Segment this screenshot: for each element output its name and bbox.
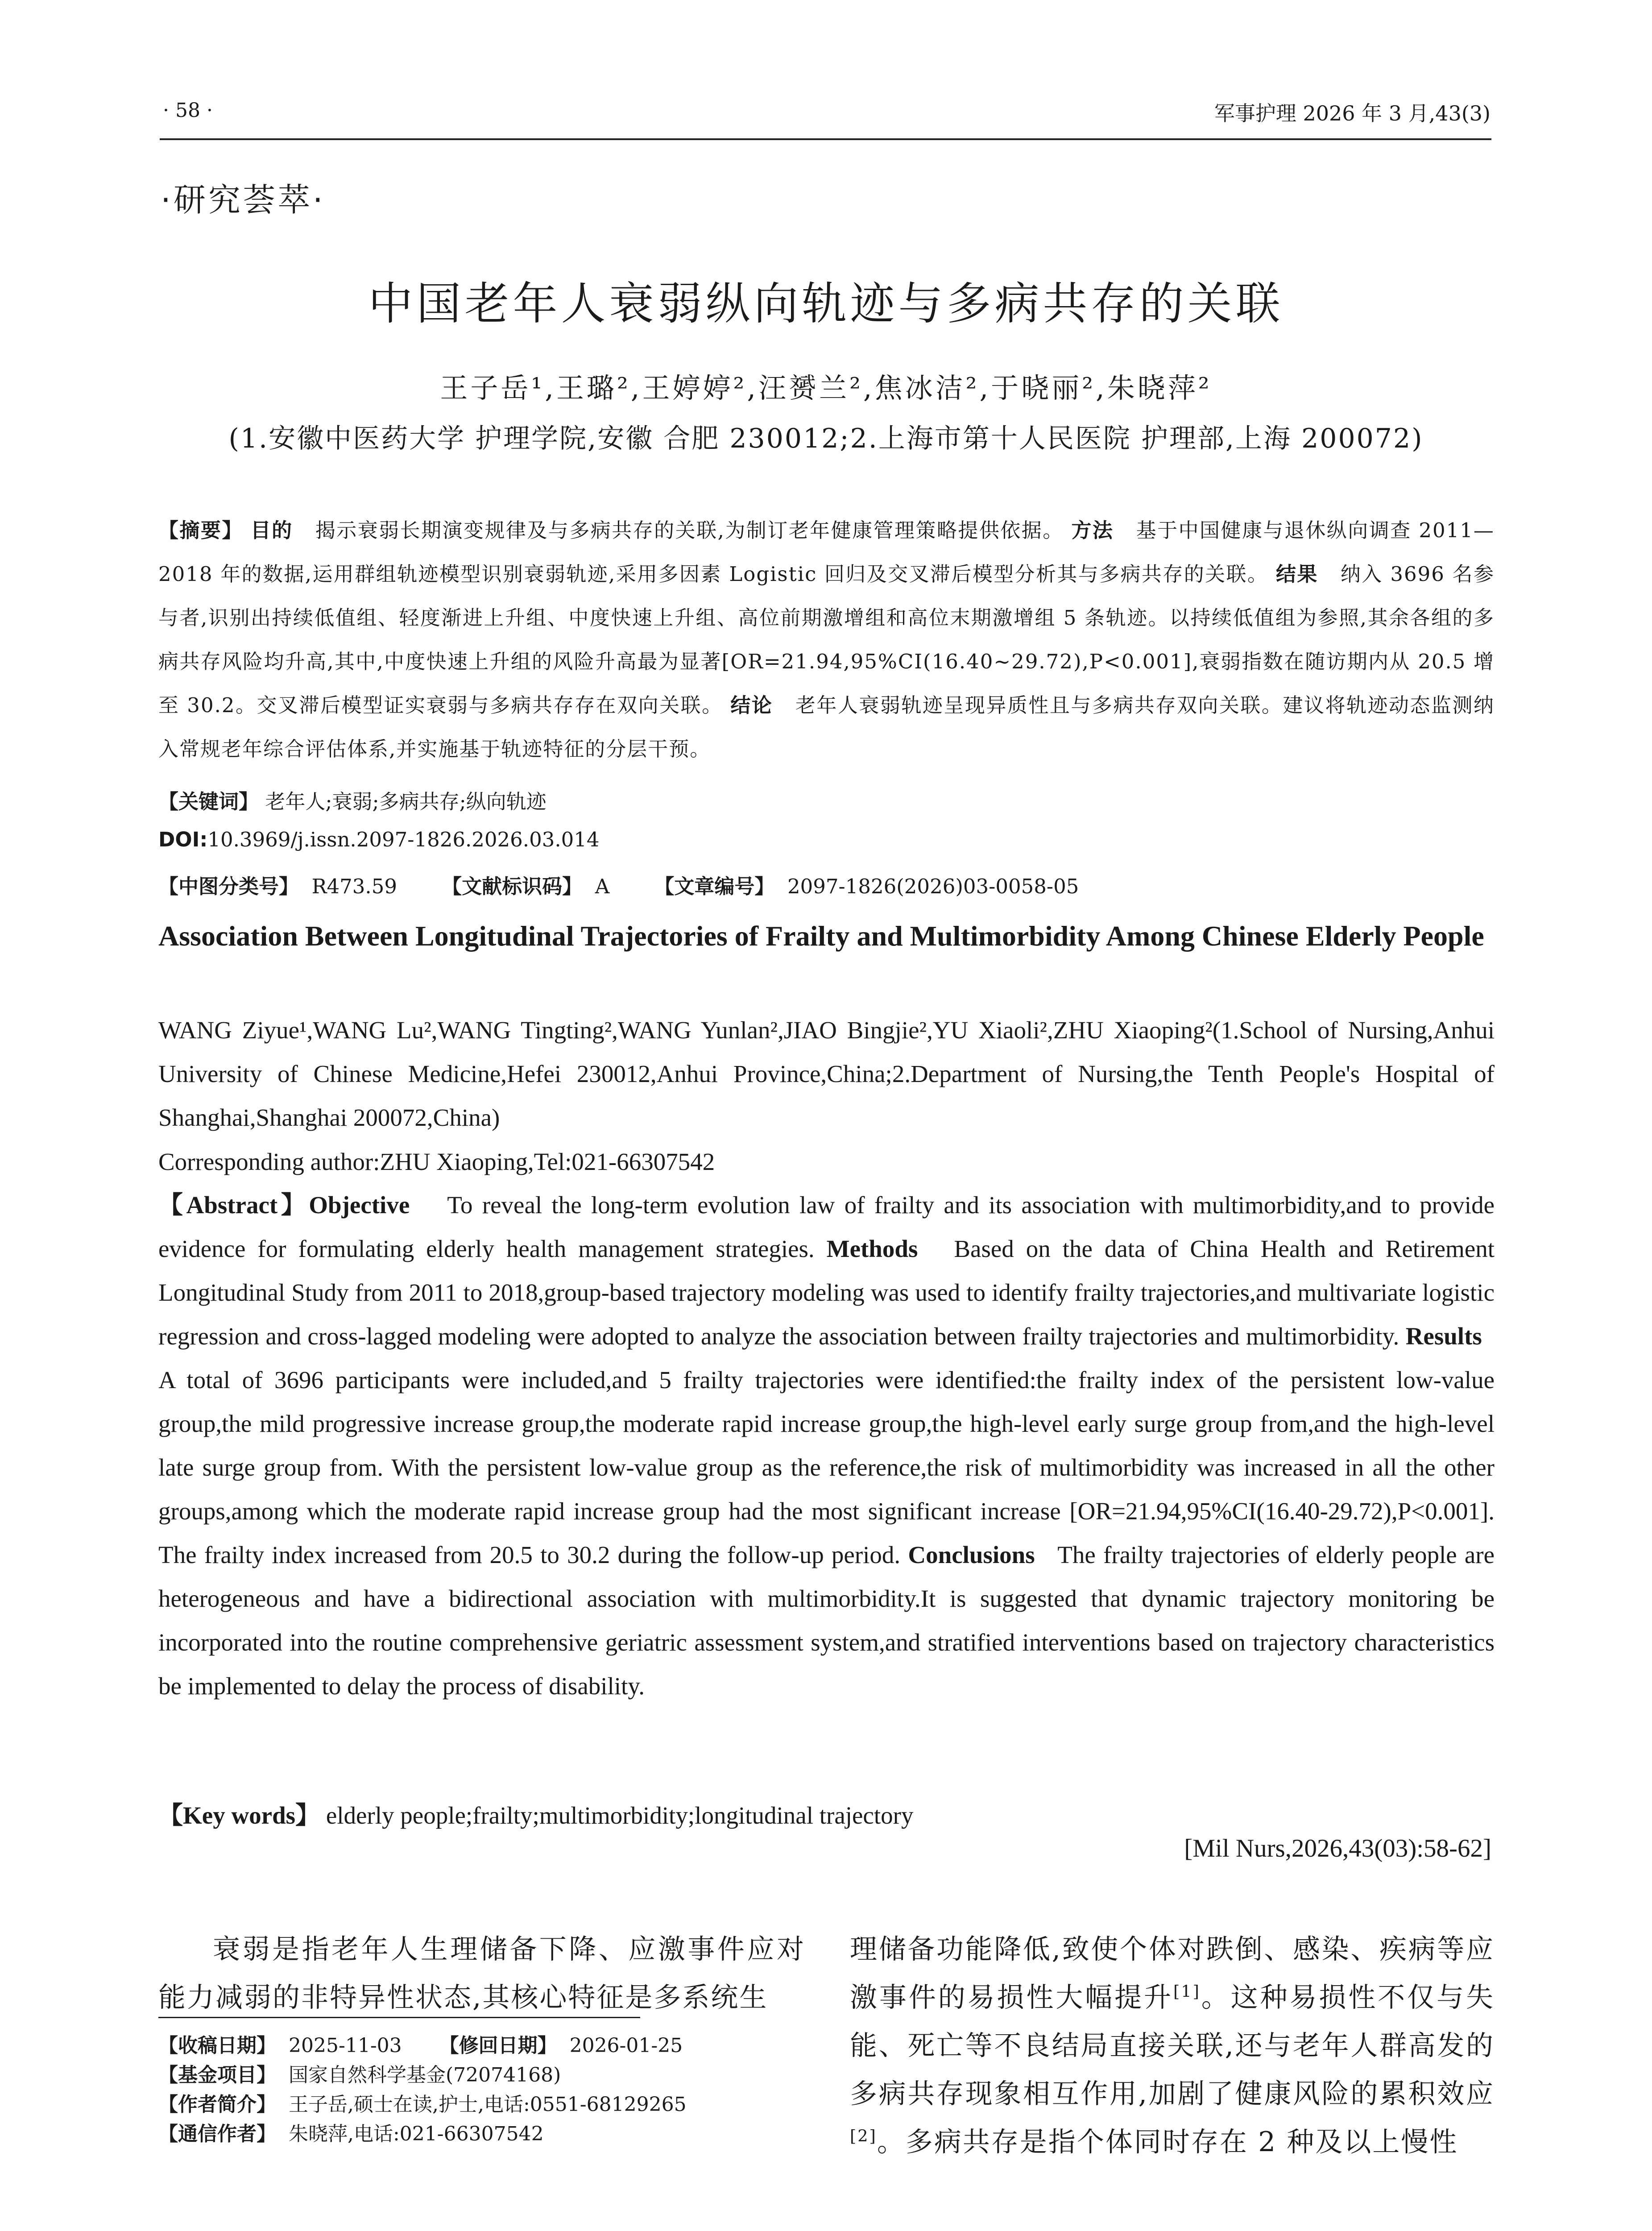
received-label: 【收稿日期】 — [158, 2034, 276, 2057]
cn-keywords-label: 【关键词】 — [158, 790, 259, 813]
cn-title: 中国老年人衰弱纵向轨迹与多病共存的关联 — [368, 278, 1284, 330]
fund-value: 国家自然科学基金(72074168) — [288, 2064, 561, 2086]
en-objective-label: Objective — [309, 1191, 410, 1219]
corresponding-label: 【通信作者】 — [158, 2123, 276, 2145]
article-no-value: 2097-1826(2026)03-0058-05 — [787, 875, 1079, 898]
cn-keywords-value: 老年人;衰弱;多病共存;纵向轨迹 — [265, 790, 547, 813]
cn-objective: 揭示衰弱长期演变规律及与多病共存的关联,为制订老年健康管理策略提供依据。 — [315, 518, 1064, 542]
cn-abstract — [158, 509, 1495, 771]
en-conclusions-label: Conclusions — [908, 1541, 1035, 1568]
doc-code-value: A — [595, 875, 610, 898]
citation: [Mil Nurs,2026,43(03):58-62] — [1184, 1834, 1491, 1862]
body-right-part1: 理储备功能降低,致使个体对跌倒、感染、疾病等应激事件的易损性大幅提升 — [850, 1933, 1495, 2013]
cn-conclusion: 老年人衰弱轨迹呈现异质性且与多病共存双向关联。建议将轨迹动态监测纳入常规老年综合评估体系,并实施基于轨迹特征的分层干预。 — [158, 693, 1495, 761]
cn-objective-label: 目的 — [250, 518, 293, 542]
page-number: · 58 · — [163, 99, 213, 122]
fund-label: 【基金项目】 — [158, 2064, 276, 2086]
clc-label: 【中图分类号】 — [158, 875, 299, 898]
classification — [158, 870, 1495, 899]
journal-info: 军事护理 2026 年 3 月,43(3) — [1214, 101, 1491, 125]
en-objective: To reveal the long-term evolution law of frailty and its association with multimorbidity,and to provide evidence for formulating elderly health management strategies. — [158, 1191, 1495, 1262]
doi — [158, 828, 1495, 851]
clc-value: R473.59 — [311, 875, 397, 898]
cn-authors: 王子岳¹,王璐²,王婷婷²,汪赟兰²,焦冰洁²,于晓丽²,朱晓萍² — [440, 372, 1212, 404]
author-bio-label: 【作者简介】 — [158, 2093, 276, 2116]
body-text-left: 衰弱是指老年人生理储备下降、应激事件应对能力减弱的非特异性状态,其核心特征是多系统生 — [158, 1933, 805, 2013]
cn-methods-label: 方法 — [1071, 518, 1114, 542]
en-keywords — [158, 1794, 1495, 1837]
footnote-corresponding — [158, 2119, 687, 2149]
body-text-right — [850, 1925, 1495, 2166]
cn-results-label: 结果 — [1275, 562, 1318, 586]
footnote-author — [158, 2090, 687, 2119]
footnote-divider — [158, 2017, 640, 2018]
en-results-label: Results — [1405, 1323, 1482, 1350]
author-bio-value: 王子岳,硕士在读,护士,电话:0551-68129265 — [288, 2093, 687, 2116]
cn-results: 纳入 3696 名参与者,识别出持续低值组、轻度渐进上升组、中度快速上升组、高位前期激增组和高位末期激增组 5 条轨迹。以持续低值组为参照,其余各组的多病共存风险均升高,其中,中度快速上升组的风险升高最为显著[OR=21.94,95%CI(16.40~29.72),P<0.001],衰弱指数在随访期内从 20.5 增至 30.2。交叉滞后模型证实衰弱与多病共存存在双向关联。 — [158, 562, 1495, 717]
en-keywords-label: 【Key words】 — [158, 1802, 320, 1829]
cn-keywords — [158, 785, 1495, 814]
footnote-fund — [158, 2061, 687, 2090]
en-corresponding: Corresponding author:ZHU Xiaoping,Tel:021-66307542 — [158, 1148, 715, 1175]
en-title: Association Between Longitudinal Trajectories of Frailty and Multimorbidity Among Chinese Elderly People — [158, 920, 1484, 952]
cn-affiliations: (1.安徽中医药大学 护理学院,安徽 合肥 230012;2.上海市第十人民医院 护理部,上海 200072) — [228, 423, 1424, 454]
revised-date: 2026-01-25 — [569, 2034, 683, 2057]
reference-2[interactable]: [2] — [850, 2126, 877, 2146]
en-keywords-value: elderly people;frailty;multimorbidity;longitudinal trajectory — [326, 1802, 914, 1829]
article-no-label: 【文章编号】 — [654, 875, 775, 898]
cn-conclusion-label: 结论 — [730, 693, 773, 717]
en-abstract-label: 【Abstract】 — [158, 1191, 309, 1219]
footnote-dates — [158, 2031, 687, 2061]
cn-abstract-label: 【摘要】 — [158, 518, 243, 542]
corresponding-value: 朱晓萍,电话:021-66307542 — [288, 2123, 544, 2145]
cn-methods: 基于中国健康与退休纵向调查 2011—2018 年的数据,运用群组轨迹模型识别衰弱轨迹,采用多因素 Logistic 回归及交叉滞后模型分析其与多病共存的关联。 — [158, 518, 1495, 586]
footnotes — [158, 2031, 687, 2149]
reference-1[interactable]: [1] — [1173, 1982, 1201, 2001]
doi-label: DOI: — [158, 828, 208, 851]
en-results: A total of 3696 participants were included,and 5 frailty trajectories were identified:the frailty index of the persistent low-value group,the mild progressive increase group,the moderate rapid increase group,the high-level early surge group from,and the high-level late surge group from. With the persistent low-value group as the reference,the risk of multimorbidity was increased in all the other groups,among which the moderate rapid increase group had the most significant increase [OR=21.94,95%CI(16.40-29.72),P<0.001]. The frailty index increased from 20.5 to 30.2 during the follow-up period. — [158, 1366, 1495, 1568]
column-label: ·研究荟萃· — [161, 181, 326, 219]
en-methods-label: Methods — [826, 1235, 918, 1262]
header-divider — [160, 138, 1491, 140]
received-date: 2025-11-03 — [288, 2034, 402, 2057]
doi-value: 10.3969/j.issn.2097-1826.2026.03.014 — [207, 828, 600, 851]
en-conclusions: The frailty trajectories of elderly people are heterogeneous and have a bidirectional association with multimorbidity.It is suggested that dynamic trajectory monitoring be incorporated into the routine comprehensive geriatric assessment system,and stratified interventions based on trajectory characteristics be implemented to delay the process of disability. — [158, 1541, 1495, 1700]
body-right-part2: 。这种易损性不仅与失能、死亡等不良结局直接关联,还与老年人群高发的多病共存现象相互作用,加剧了健康风险的累积效应 — [850, 1982, 1495, 2110]
en-authors: WANG Ziyue¹,WANG Lu²,WANG Tingting²,WANG Yunlan²,JIAO Bingjie²,YU Xiaoli²,ZHU Xiaoping²(1.School of Nursing,Anhui University of Chinese Medicine,Hefei 230012,Anhui Province,China;2.Department of Nursing,the Tenth People's Hospital of Shanghai,Shanghai 200072,China) — [158, 1016, 1495, 1131]
revised-label: 【修回日期】 — [439, 2034, 557, 2057]
doc-code-label: 【文献标识码】 — [442, 875, 583, 898]
en-methods: Based on the data of China Health and Retirement Longitudinal Study from 2011 to 2018,group-based trajectory modeling was used to identify frailty trajectories,and multivariate logistic regression and cross-lagged modeling were adopted to analyze the association between frailty trajectories and multimorbidity. — [158, 1235, 1495, 1350]
body-right-part3: 。多病共存是指个体同时存在 2 种及以上慢性 — [877, 2126, 1458, 2158]
en-abstract — [158, 1183, 1495, 1708]
